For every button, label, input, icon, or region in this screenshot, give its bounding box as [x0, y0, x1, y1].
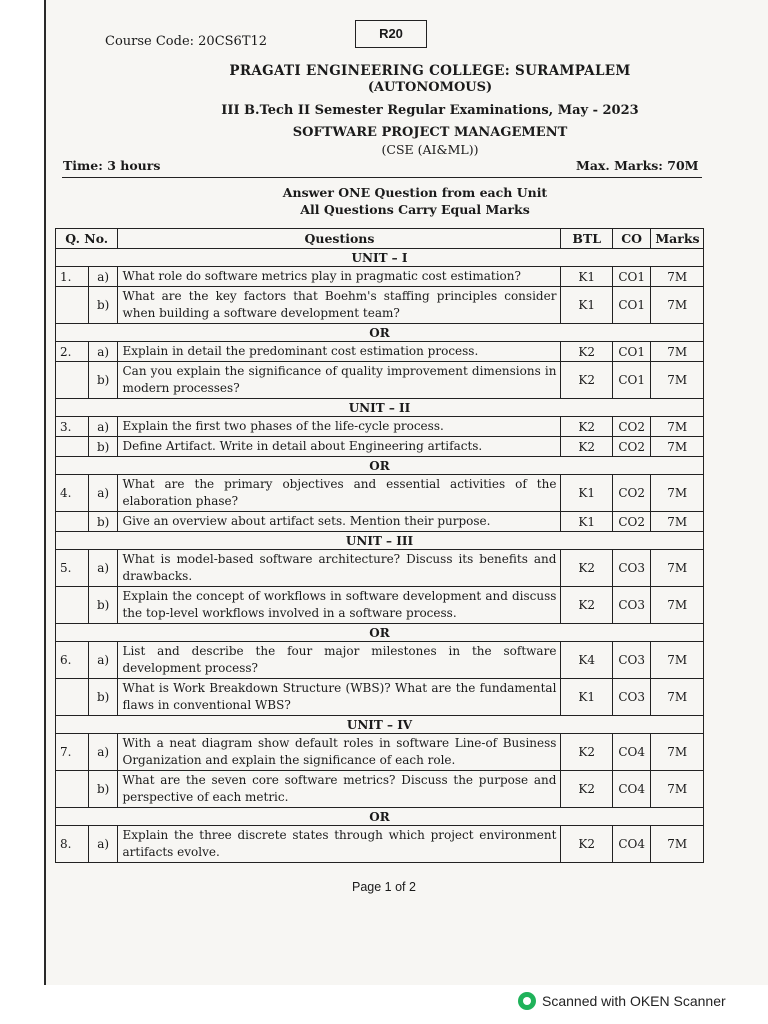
question-co: CO2 — [612, 417, 650, 437]
unit-row — [56, 399, 704, 417]
question-number — [56, 771, 89, 808]
question-part: a) — [88, 417, 118, 437]
question-part: a) — [88, 826, 118, 863]
question-row — [56, 475, 704, 512]
question-btl: K2 — [561, 342, 613, 362]
unit-heading: UNIT – IV — [56, 716, 704, 734]
question-marks: 7M — [651, 642, 704, 679]
question-co: CO2 — [612, 437, 650, 457]
question-text: What role do software metrics play in pragmatic cost estimation? — [118, 267, 561, 287]
question-btl: K2 — [561, 771, 613, 808]
branch-label: (CSE (AI&ML)) — [381, 142, 479, 157]
question-co: CO1 — [612, 342, 650, 362]
question-number — [56, 437, 89, 457]
question-marks: 7M — [651, 734, 704, 771]
question-marks: 7M — [651, 267, 704, 287]
exam-title: III B.Tech II Semester Regular Examinations, May - 2023 — [221, 103, 639, 118]
question-text: List and describe the four major milestones in the software development process? — [118, 642, 561, 679]
subject-title: SOFTWARE PROJECT MANAGEMENT — [292, 125, 568, 140]
question-row — [56, 512, 704, 532]
autonomous-label: (AUTONOMOUS) — [367, 80, 493, 95]
question-text: Explain in detail the predominant cost estimation process. — [118, 342, 561, 362]
question-part: a) — [88, 267, 118, 287]
question-number: 8. — [56, 826, 89, 863]
question-number: 1. — [56, 267, 89, 287]
unit-row — [56, 249, 704, 267]
unit-heading: OR — [56, 324, 704, 342]
question-number: 3. — [56, 417, 89, 437]
question-text: Can you explain the significance of quality improvement dimensions in modern processes? — [118, 362, 561, 399]
question-row — [56, 342, 704, 362]
question-marks: 7M — [651, 679, 704, 716]
question-row — [56, 587, 704, 624]
unit-row — [56, 532, 704, 550]
question-marks: 7M — [651, 342, 704, 362]
question-part: a) — [88, 734, 118, 771]
question-text: Give an overview about artifact sets. Mention their purpose. — [118, 512, 561, 532]
unit-heading: UNIT – II — [56, 399, 704, 417]
question-marks: 7M — [651, 475, 704, 512]
question-number — [56, 512, 89, 532]
question-part: a) — [88, 642, 118, 679]
question-number: 6. — [56, 642, 89, 679]
question-part: a) — [88, 475, 118, 512]
table-header-row — [56, 229, 704, 249]
question-btl: K2 — [561, 826, 613, 863]
question-co: CO3 — [612, 679, 650, 716]
unit-row — [56, 808, 704, 826]
question-text: With a neat diagram show default roles in software Line-of Business Organization and explain the significance of each role. — [118, 734, 561, 771]
instruction-equal-marks: All Questions Carry Equal Marks — [300, 202, 530, 217]
header-btl: BTL — [561, 229, 613, 249]
question-part: b) — [88, 587, 118, 624]
question-row — [56, 550, 704, 587]
max-marks-label: Max. Marks: 70M — [576, 158, 699, 173]
question-text: Explain the three discrete states through which project environment artifacts evolve. — [118, 826, 561, 863]
question-part: b) — [88, 771, 118, 808]
question-co: CO1 — [612, 287, 650, 324]
question-number: 5. — [56, 550, 89, 587]
question-btl: K4 — [561, 642, 613, 679]
question-btl: K1 — [561, 287, 613, 324]
question-row — [56, 417, 704, 437]
college-name: PRAGATI ENGINEERING COLLEGE: SURAMPALEM — [229, 63, 631, 79]
question-text: Explain the first two phases of the life-cycle process. — [118, 417, 561, 437]
unit-heading: OR — [56, 624, 704, 642]
question-btl: K2 — [561, 587, 613, 624]
question-part: b) — [88, 287, 118, 324]
unit-heading: UNIT – I — [56, 249, 704, 267]
question-btl: K2 — [561, 417, 613, 437]
question-row — [56, 267, 704, 287]
question-row — [56, 437, 704, 457]
question-marks: 7M — [651, 587, 704, 624]
page-number: Page 1 of 2 — [352, 880, 416, 894]
question-co: CO1 — [612, 362, 650, 399]
question-btl: K2 — [561, 437, 613, 457]
question-table — [55, 228, 704, 863]
question-text: What are the key factors that Boehm's staffing principles consider when building a software development team? — [118, 287, 561, 324]
question-co: CO2 — [612, 512, 650, 532]
question-number: 7. — [56, 734, 89, 771]
scanner-text: Scanned with OKEN Scanner — [542, 993, 726, 1009]
question-text: What is model-based software architecture? Discuss its benefits and drawbacks. — [118, 550, 561, 587]
question-number — [56, 679, 89, 716]
question-btl: K1 — [561, 512, 613, 532]
unit-heading: OR — [56, 808, 704, 826]
question-text: What are the seven core software metrics? Discuss the purpose and perspective of each metric. — [118, 771, 561, 808]
question-number: 4. — [56, 475, 89, 512]
question-co: CO3 — [612, 642, 650, 679]
question-co: CO2 — [612, 475, 650, 512]
question-row — [56, 826, 704, 863]
question-number — [56, 362, 89, 399]
unit-heading: OR — [56, 457, 704, 475]
question-part: a) — [88, 550, 118, 587]
header-divider — [62, 177, 702, 178]
question-co: CO4 — [612, 734, 650, 771]
question-marks: 7M — [651, 417, 704, 437]
unit-row — [56, 324, 704, 342]
header-marks: Marks — [651, 229, 704, 249]
question-marks: 7M — [651, 512, 704, 532]
question-row — [56, 287, 704, 324]
question-text: Explain the concept of workflows in software development and discuss the top-level workflows involved in a software process. — [118, 587, 561, 624]
scanner-watermark — [518, 992, 726, 1010]
regulation-box: R20 — [355, 20, 427, 48]
header-co: CO — [612, 229, 650, 249]
question-btl: K2 — [561, 550, 613, 587]
question-marks: 7M — [651, 287, 704, 324]
question-row — [56, 642, 704, 679]
unit-row — [56, 716, 704, 734]
question-number — [56, 587, 89, 624]
question-text: What is Work Breakdown Structure (WBS)? What are the fundamental flaws in conventional WBS? — [118, 679, 561, 716]
question-co: CO4 — [612, 771, 650, 808]
unit-row — [56, 457, 704, 475]
question-row — [56, 734, 704, 771]
question-btl: K2 — [561, 734, 613, 771]
unit-heading: UNIT – III — [56, 532, 704, 550]
question-part: b) — [88, 437, 118, 457]
time-label: Time: 3 hours — [63, 158, 161, 173]
scanner-logo-icon — [518, 992, 536, 1010]
course-code: Course Code: 20CS6T12 — [105, 34, 268, 49]
question-row — [56, 679, 704, 716]
question-co: CO1 — [612, 267, 650, 287]
question-marks: 7M — [651, 826, 704, 863]
header-qno: Q. No. — [56, 229, 118, 249]
question-co: CO3 — [612, 587, 650, 624]
question-part: a) — [88, 342, 118, 362]
question-part: b) — [88, 679, 118, 716]
question-number — [56, 287, 89, 324]
question-btl: K1 — [561, 679, 613, 716]
question-marks: 7M — [651, 362, 704, 399]
question-btl: K1 — [561, 475, 613, 512]
question-btl: K1 — [561, 267, 613, 287]
unit-row — [56, 624, 704, 642]
question-co: CO3 — [612, 550, 650, 587]
question-marks: 7M — [651, 771, 704, 808]
header-questions: Questions — [118, 229, 561, 249]
question-part: b) — [88, 512, 118, 532]
question-part: b) — [88, 362, 118, 399]
question-btl: K2 — [561, 362, 613, 399]
question-text: What are the primary objectives and essential activities of the elaboration phase? — [118, 475, 561, 512]
question-text: Define Artifact. Write in detail about Engineering artifacts. — [118, 437, 561, 457]
question-row — [56, 771, 704, 808]
question-row — [56, 362, 704, 399]
question-table-body — [56, 249, 704, 863]
question-marks: 7M — [651, 437, 704, 457]
question-number: 2. — [56, 342, 89, 362]
instruction-one-per-unit: Answer ONE Question from each Unit — [282, 185, 548, 200]
question-marks: 7M — [651, 550, 704, 587]
question-co: CO4 — [612, 826, 650, 863]
